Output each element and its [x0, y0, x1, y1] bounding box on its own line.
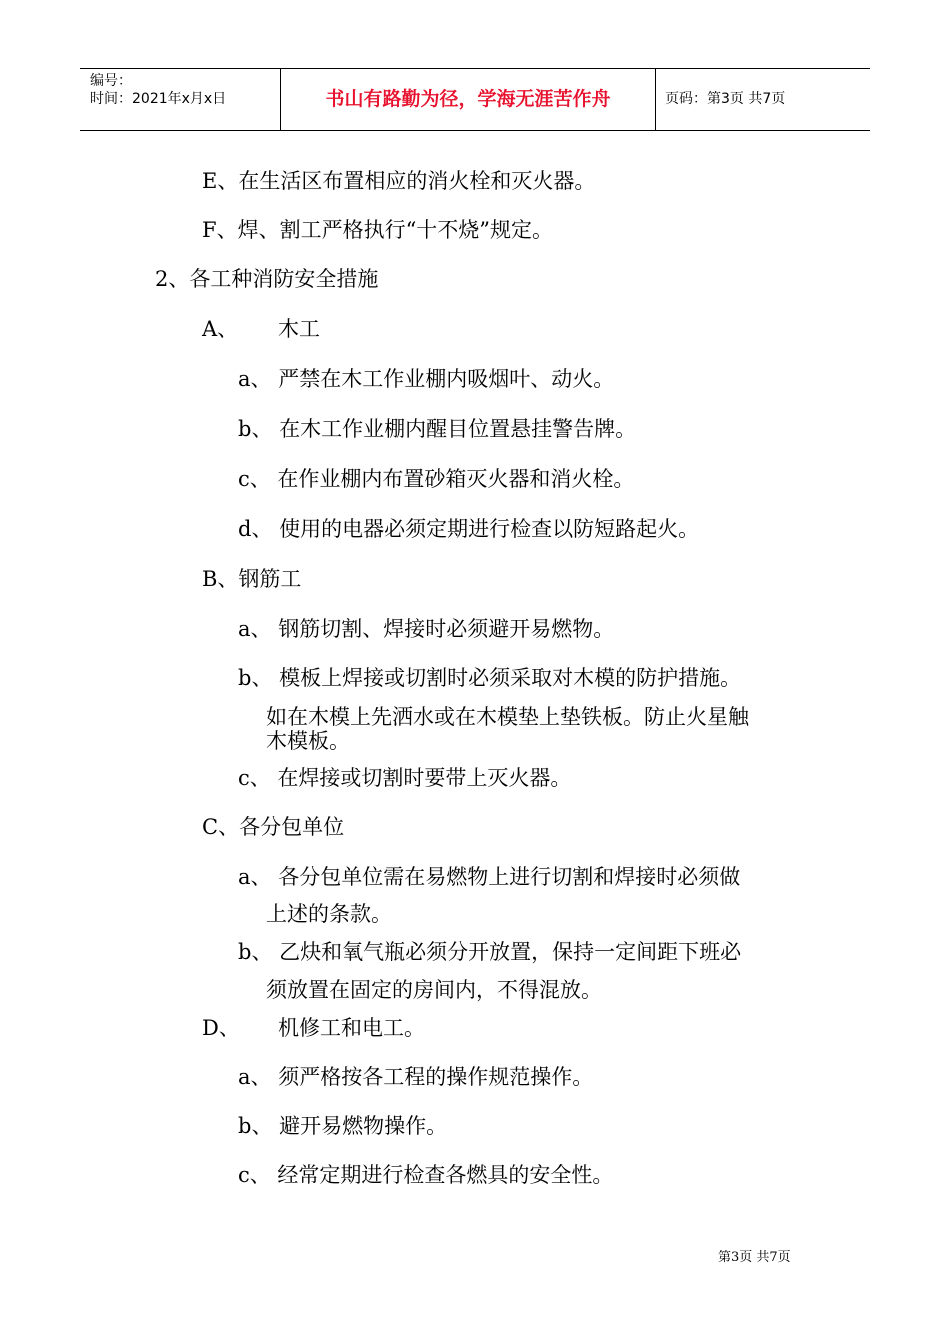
header-time-label: 时间：2021年x月x日 — [90, 91, 227, 107]
subsection-d-title: 机修工和电工。 — [278, 1016, 425, 1040]
subsection-a-marker: A、 — [202, 317, 239, 341]
header-number-label: 编号： — [90, 73, 132, 89]
list-item-continuation: 须放置在固定的房间内，不得混放。 — [266, 978, 602, 1002]
header-page-label: 页码：第3页 共7页 — [665, 91, 786, 107]
list-item: d、 使用的电器必须定期进行检查以防短路起火。 — [238, 517, 700, 541]
list-item: c、 在焊接或切割时要带上灭火器。 — [238, 766, 572, 790]
list-item: b、 模板上焊接或切割时必须采取对木模的防护措施。 — [238, 666, 742, 690]
section-2-title: 2、各工种消防安全措施 — [155, 267, 379, 291]
list-item: a、 各分包单位需在易燃物上进行切割和焊接时必须做 — [238, 865, 741, 889]
header-divider-right — [655, 69, 656, 130]
item-e: E、在生活区布置相应的消火栓和灭火器。 — [202, 169, 596, 193]
list-item: a、 钢筋切割、焊接时必须避开易燃物。 — [238, 617, 615, 641]
list-item: c、 在作业棚内布置砂箱灭火器和消火栓。 — [238, 467, 635, 491]
list-item-continuation: 木模板。 — [266, 729, 350, 753]
subsection-a-title: 木工 — [278, 317, 320, 341]
header-divider-left — [280, 69, 281, 130]
list-item: a、 须严格按各工程的操作规范操作。 — [238, 1065, 594, 1089]
list-item-continuation: 上述的条款。 — [266, 902, 392, 926]
document-header — [80, 68, 870, 131]
list-item: b、 在木工作业棚内醒目位置悬挂警告牌。 — [238, 417, 637, 441]
subsection-d-marker: D、 — [202, 1016, 240, 1040]
subsection-b-title: B、钢筋工 — [202, 567, 302, 591]
list-item-continuation: 如在木模上先洒水或在木模垫上垫铁板。防止火星触 — [266, 705, 749, 729]
list-item: a、 严禁在木工作业棚内吸烟叶、动火。 — [238, 367, 615, 391]
header-motto: 书山有路勤为径，学海无涯苦作舟 — [325, 88, 611, 110]
item-f: F、焊、割工严格执行“十不烧”规定。 — [202, 218, 554, 242]
subsection-c-title: C、各分包单位 — [202, 815, 345, 839]
header-info — [90, 69, 280, 133]
page-footer: 第3页 共7页 — [718, 1250, 791, 1265]
list-item: b、 避开易燃物操作。 — [238, 1114, 448, 1138]
list-item: c、 经常定期进行检查各燃具的安全性。 — [238, 1163, 614, 1187]
list-item: b、 乙炔和氧气瓶必须分开放置，保持一定间距下班必 — [238, 940, 742, 964]
